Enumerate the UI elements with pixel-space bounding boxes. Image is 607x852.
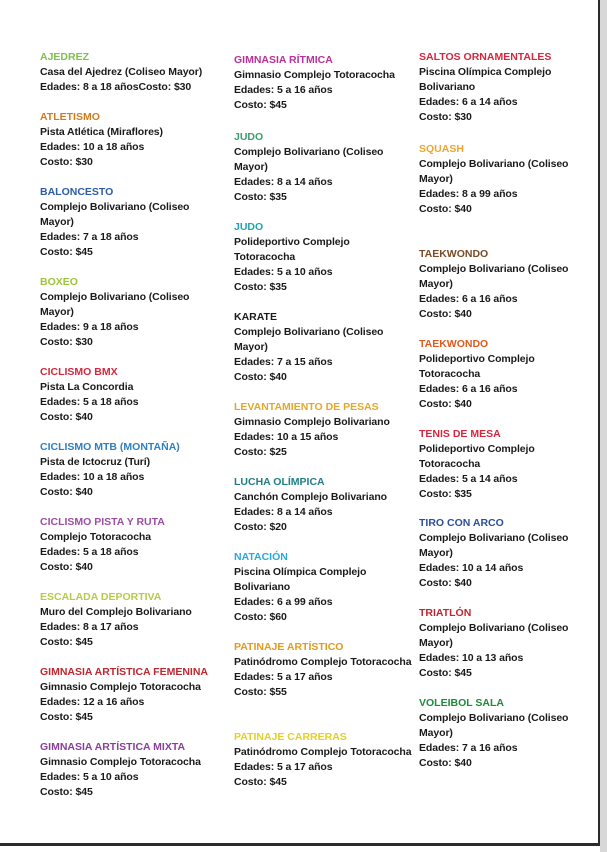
cost-text: Costo: $40 [419,203,472,215]
sport-entry [419,142,597,217]
cost-text: Costo: $40 [419,577,472,589]
ages-text: Edades: 8 a 14 años [234,506,333,518]
ages-text: Edades: 7 a 15 años [234,356,333,368]
sport-entry [234,53,412,113]
venue-text: Piscina Olímpica Complejo Bolivariano [234,566,367,593]
venue-text: Complejo Bolivariano (Coliseo Mayor) [234,146,384,173]
sport-title: BALONCESTO [40,186,114,198]
venue-text: Complejo Bolivariano (Coliseo Mayor) [419,158,569,185]
sport-title: TIRO CON ARCO [419,517,504,529]
cost-text: Costo: $35 [419,488,472,500]
sport-entry [419,606,597,681]
ages-text: Edades: 5 a 17 años [234,761,333,773]
cost-text: Costo: $45 [40,786,93,798]
sport-title: PATINAJE ARTÍSTICO [234,641,344,653]
sport-entry [234,640,412,700]
ages-text: Edades: 9 a 18 años [40,321,139,333]
sport-title: GIMNASIA RÍTMICA [234,54,333,66]
sport-entry [419,427,597,502]
venue-text: Patinódromo Complejo Totoracocha [234,656,412,668]
ages-text: Edades: 10 a 14 años [419,562,524,574]
sport-entry [419,247,597,322]
venue-text: Complejo Bolivariano (Coliseo Mayor) [234,326,384,353]
venue-text: Complejo Bolivariano (Coliseo Mayor) [40,201,190,228]
cost-text: Costo: $20 [234,521,287,533]
sport-entry [234,220,412,295]
sport-entry [419,516,597,591]
sport-entry [40,110,218,170]
ages-text: Edades: 5 a 18 años [40,546,139,558]
sport-entry [234,310,412,385]
cost-text: Costo: $40 [419,757,472,769]
sport-title: NATACIÓN [234,551,288,563]
ages-text: Edades: 6 a 16 años [419,383,518,395]
cost-text: Costo: $40 [40,411,93,423]
venue-text: Casa del Ajedrez (Coliseo Mayor) [40,66,203,78]
sport-title: TAEKWONDO [419,338,489,350]
venue-text: Gimnasio Complejo Bolivariano [234,416,390,428]
sport-title: CICLISMO BMX [40,366,118,378]
window-edge [600,0,607,852]
sport-entry [234,730,412,790]
sport-title: GIMNASIA ARTÍSTICA MIXTA [40,741,186,753]
sport-entry [234,400,412,460]
ages-text: Edades: 5 a 14 años [419,473,518,485]
ages-text: Edades: 8 a 17 años [40,621,139,633]
cost-text: Costo: $30 [40,156,93,168]
venue-text: Polideportivo Complejo Totoracocha [234,236,350,263]
sport-title: JUDO [234,131,264,143]
sport-entry [234,550,412,625]
ages-text: Edades: 10 a 18 años [40,141,145,153]
sport-title: KARATE [234,311,277,323]
sport-title: VOLEIBOL SALA [419,697,504,709]
venue-text: Complejo Bolivariano (Coliseo Mayor) [419,712,569,739]
sport-title: AJEDREZ [40,51,90,63]
venue-text: Complejo Bolivariano (Coliseo Mayor) [419,532,569,559]
cost-text: Costo: $40 [234,371,287,383]
sport-title: CICLISMO MTB (MONTAÑA) [40,441,180,453]
sport-title: ESCALADA DEPORTIVA [40,591,162,603]
sport-title: CICLISMO PISTA Y RUTA [40,516,165,528]
sport-title: SQUASH [419,143,464,155]
venue-text: Polideportivo Complejo Totoracocha [419,443,535,470]
sport-title: LUCHA OLÍMPICA [234,476,325,488]
ages-text: Edades: 5 a 17 años [234,671,333,683]
ages-text: Edades: 8 a 18 añosCosto: $30 [40,81,192,93]
ages-text: Edades: 6 a 14 años [419,96,518,108]
cost-text: Costo: $40 [40,561,93,573]
ages-text: Edades: 6 a 99 años [234,596,333,608]
venue-text: Complejo Bolivariano (Coliseo Mayor) [419,622,569,649]
sport-entry [40,185,218,260]
cost-text: Costo: $30 [419,111,472,123]
ages-text: Edades: 10 a 15 años [234,431,339,443]
venue-text: Pista La Concordia [40,381,134,393]
ages-text: Edades: 10 a 13 años [419,652,524,664]
sport-title: TENIS DE MESA [419,428,501,440]
sport-title: GIMNASIA ARTÍSTICA FEMENINA [40,666,208,678]
sport-title: ATLETISMO [40,111,100,123]
cost-text: Costo: $45 [40,246,93,258]
venue-text: Canchón Complejo Bolivariano [234,491,387,503]
sport-entry [40,50,218,95]
cost-text: Costo: $45 [234,99,287,111]
ages-text: Edades: 8 a 99 años [419,188,518,200]
sport-entry [419,696,597,771]
ages-text: Edades: 5 a 10 años [40,771,139,783]
cost-text: Costo: $45 [234,776,287,788]
sport-title: SALTOS ORNAMENTALES [419,51,552,63]
sport-title: TAEKWONDO [419,248,489,260]
sport-entry [40,740,218,800]
sport-title: PATINAJE CARRERAS [234,731,347,743]
sport-entry [419,337,597,412]
cost-text: Costo: $40 [40,486,93,498]
sport-entry [40,440,218,500]
ages-text: Edades: 10 a 18 años [40,471,145,483]
sport-title: LEVANTAMIENTO DE PESAS [234,401,379,413]
ages-text: Edades: 7 a 16 años [419,742,518,754]
cost-text: Costo: $30 [40,336,93,348]
cost-text: Costo: $45 [419,667,472,679]
venue-text: Complejo Bolivariano (Coliseo Mayor) [40,291,190,318]
ages-text: Edades: 7 a 18 años [40,231,139,243]
cost-text: Costo: $40 [419,308,472,320]
ages-text: Edades: 8 a 14 años [234,176,333,188]
cost-text: Costo: $25 [234,446,287,458]
sport-entry [40,515,218,575]
venue-text: Gimnasio Complejo Totoracocha [234,69,395,81]
sport-entry [234,475,412,535]
venue-text: Piscina Olímpica Complejo Bolivariano [419,66,552,93]
cost-text: Costo: $55 [234,686,287,698]
sport-title: BOXEO [40,276,78,288]
cost-text: Costo: $45 [40,636,93,648]
ages-text: Edades: 6 a 16 años [419,293,518,305]
sport-entry [40,275,218,350]
venue-text: Pista Atlética (Miraflores) [40,126,163,138]
sport-entry [419,50,597,125]
venue-text: Gimnasio Complejo Totoracocha [40,681,201,693]
venue-text: Muro del Complejo Bolivariano [40,606,192,618]
cost-text: Costo: $35 [234,191,287,203]
sport-entry [40,665,218,725]
cost-text: Costo: $40 [419,398,472,410]
venue-text: Patinódromo Complejo Totoracocha [234,746,412,758]
sport-entry [40,365,218,425]
cost-text: Costo: $35 [234,281,287,293]
venue-text: Complejo Totoracocha [40,531,151,543]
ages-text: Edades: 12 a 16 años [40,696,145,708]
cost-text: Costo: $45 [40,711,93,723]
venue-text: Gimnasio Complejo Totoracocha [40,756,201,768]
sport-title: JUDO [234,221,264,233]
sport-entry [40,590,218,650]
venue-text: Pista de Ictocruz (Turí) [40,456,151,468]
venue-text: Complejo Bolivariano (Coliseo Mayor) [419,263,569,290]
ages-text: Edades: 5 a 10 años [234,266,333,278]
sport-entry [234,130,412,205]
ages-text: Edades: 5 a 16 años [234,84,333,96]
cost-text: Costo: $60 [234,611,287,623]
venue-text: Polideportivo Complejo Totoracocha [419,353,535,380]
sport-title: TRIATLÓN [419,607,472,619]
ages-text: Edades: 5 a 18 años [40,396,139,408]
